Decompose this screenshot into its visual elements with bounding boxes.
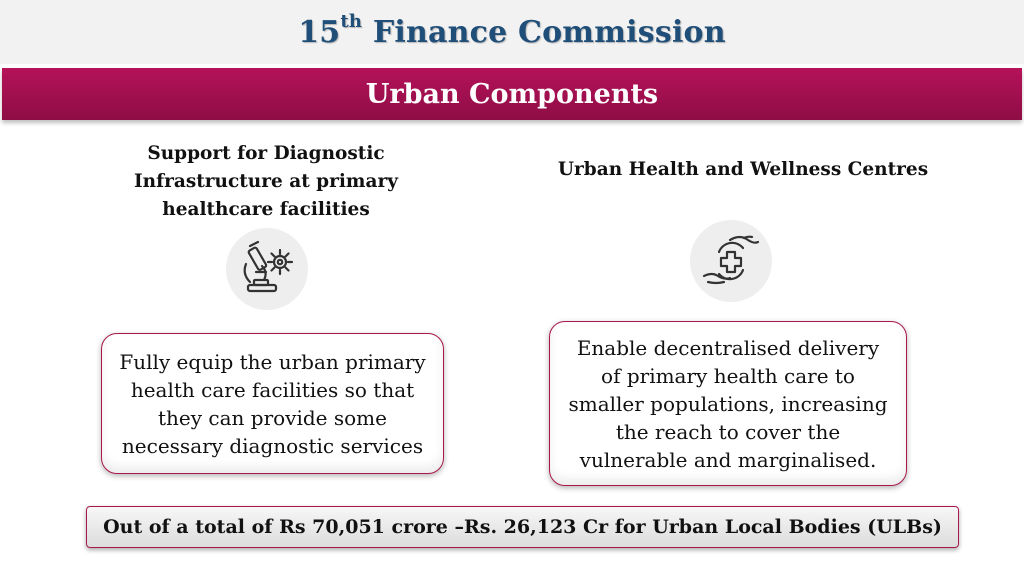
title-band bbox=[0, 0, 1024, 64]
hands-medical-cross-icon bbox=[690, 220, 772, 302]
right-description-box bbox=[549, 321, 907, 486]
title-suffix: th bbox=[340, 10, 363, 32]
left-description: Fully equip the urban primary health care facilities so that they can provide some necessary diagnostic services bbox=[119, 349, 426, 458]
title-number: 15 bbox=[298, 14, 341, 50]
subtitle: Urban Components bbox=[365, 78, 659, 110]
left-description-box bbox=[101, 333, 444, 474]
microscope-gear-icon bbox=[226, 228, 308, 310]
page-title bbox=[298, 10, 726, 50]
title-text: Finance Commission bbox=[372, 14, 726, 50]
right-heading: Urban Health and Wellness Centres bbox=[557, 159, 929, 180]
total-allocation-text: Out of a total of Rs 70,051 crore –Rs. 26,123 Cr for Urban Local Bodies (ULBs) bbox=[103, 516, 942, 538]
total-allocation-bar bbox=[86, 506, 959, 548]
left-heading: Support for Diagnostic Infrastructure at primary healthcare facilities bbox=[134, 143, 398, 220]
right-description: Enable decentralised delivery of primary health care to smaller populations, increasing the reach to cover the vulnerable and marginalised. bbox=[568, 335, 888, 472]
subtitle-bar bbox=[2, 68, 1022, 120]
